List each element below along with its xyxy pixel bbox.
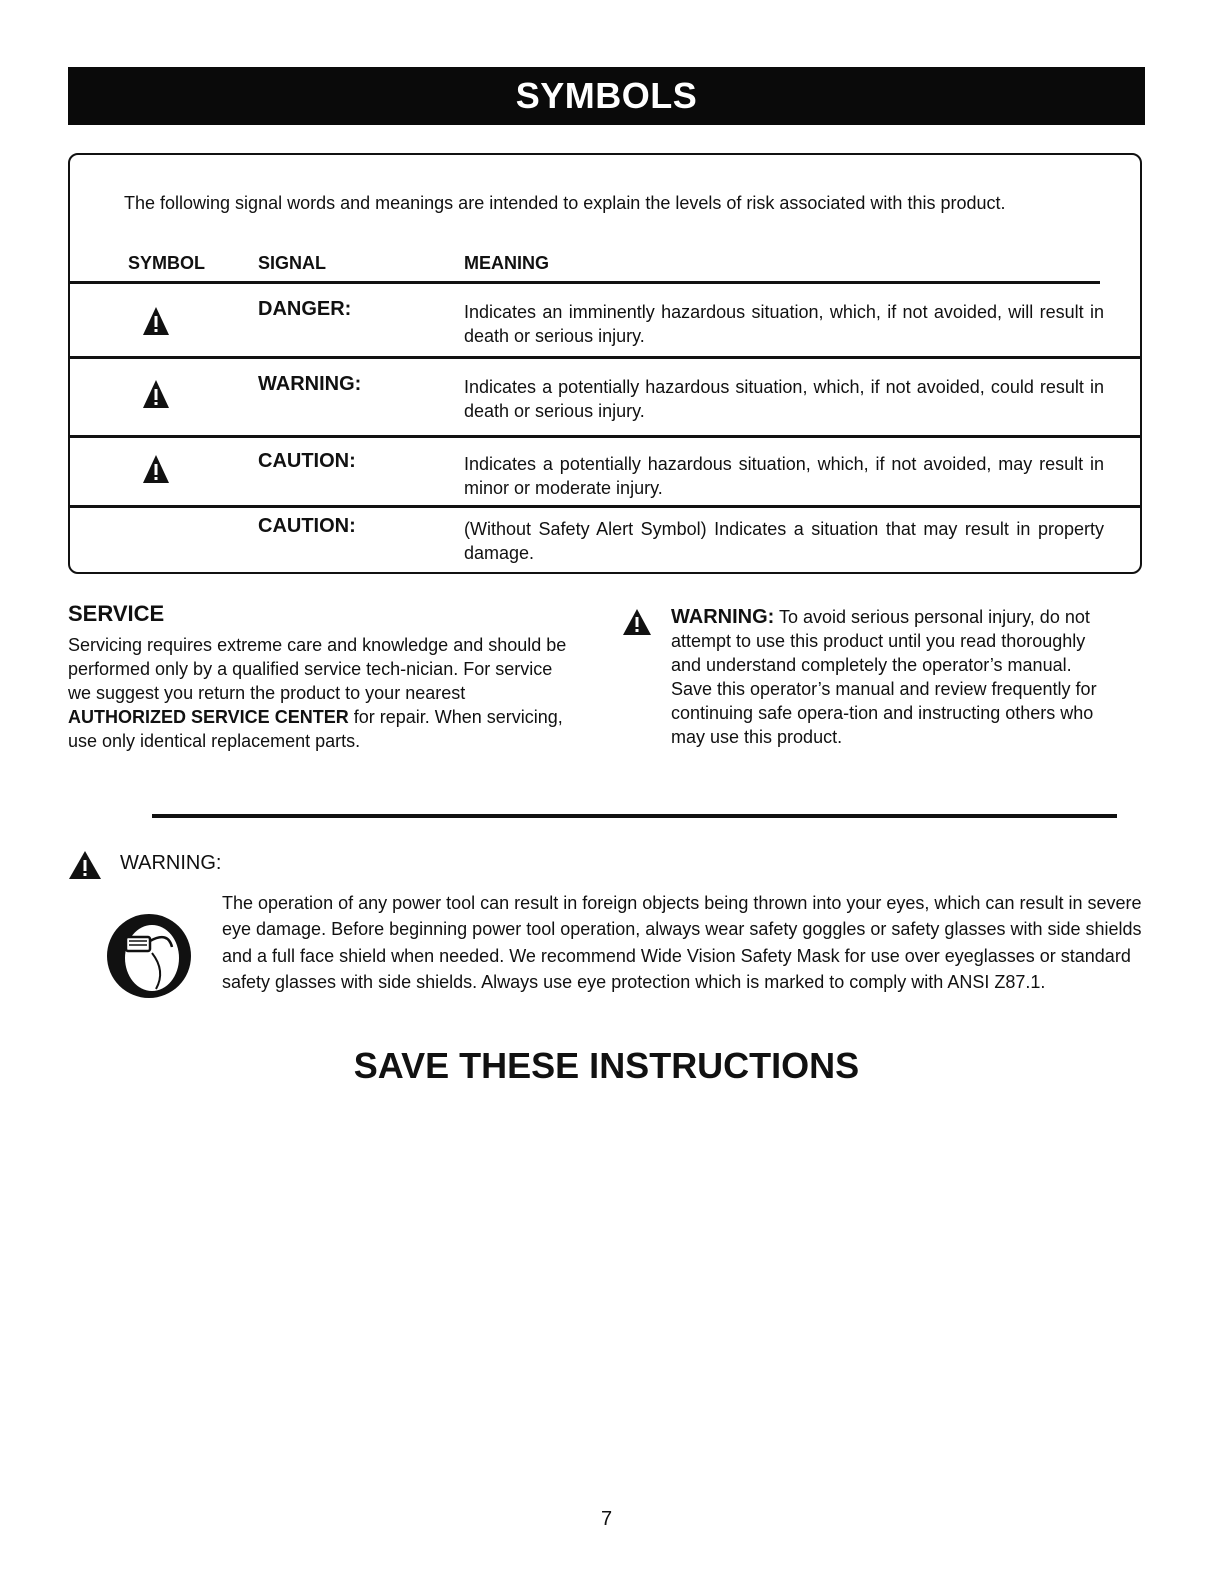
manual-warning bbox=[671, 605, 1111, 749]
symbol-row-warning bbox=[70, 359, 1140, 438]
section-divider bbox=[152, 814, 1117, 818]
symbol-row-caution bbox=[70, 438, 1140, 508]
service-heading: SERVICE bbox=[68, 601, 165, 626]
service-text-end: for repair. When servicing, use only identical replacement parts. bbox=[68, 707, 563, 751]
symbol-row-danger bbox=[70, 284, 1140, 359]
eye-warning-text: The operation of any power tool can result in foreign objects being thrown into your eyes, which can result in severe eye damage. Before beginning power tool operation, always wear safety goggles or safety glasses with side shields and a full face shield when needed. We recommend Wide Vision Safety Mask for use over eyeglasses or standard safety glasses with side shields. Always use eye protection which is marked to comply with ANSI Z87.1. bbox=[222, 893, 1142, 993]
manual-warning-label: WARNING: bbox=[671, 606, 775, 628]
signal-word: DANGER: bbox=[258, 298, 352, 320]
safety-alert-icon bbox=[142, 454, 170, 484]
signal-word: WARNING: bbox=[258, 373, 362, 395]
service-center-emphasis: AUTHORIZED SERVICE CENTER bbox=[68, 707, 349, 727]
symbols-table bbox=[68, 153, 1142, 574]
signal-meaning: Indicates a potentially hazardous situation, which, if not avoided, may result in minor or moderate injury. bbox=[464, 454, 1104, 498]
safety-goggles-icon bbox=[106, 913, 192, 999]
eye-warning-label: WARNING: bbox=[120, 852, 222, 874]
page-number: 7 bbox=[600, 1508, 613, 1530]
symbol-row-caution-no-symbol bbox=[70, 508, 1140, 574]
signal-word: CAUTION: bbox=[258, 515, 356, 537]
save-instructions-heading: SAVE THESE INSTRUCTIONS bbox=[353, 1045, 860, 1086]
safety-alert-icon bbox=[142, 306, 170, 336]
banner-title: SYMBOLS bbox=[515, 75, 698, 116]
service-paragraph bbox=[68, 633, 578, 753]
column-header-meaning: MEANING bbox=[464, 253, 549, 273]
section-banner bbox=[68, 67, 1145, 125]
service-text-start: Servicing requires extreme care and knowledge and should be performed only by a qualified service tech-nician. For service we suggest you return the product to your nearest bbox=[68, 635, 567, 703]
safety-alert-icon bbox=[622, 608, 652, 636]
signal-meaning: (Without Safety Alert Symbol) Indicates a situation that may result in property damage. bbox=[464, 519, 1104, 563]
column-header-signal: SIGNAL bbox=[258, 253, 327, 273]
safety-alert-icon bbox=[68, 850, 102, 880]
signal-meaning: Indicates a potentially hazardous situation, which, if not avoided, could result in death or serious injury. bbox=[464, 377, 1104, 421]
column-header-symbol: SYMBOL bbox=[128, 253, 206, 273]
signal-meaning: Indicates an imminently hazardous situation, which, if not avoided, will result in death or serious injury. bbox=[464, 302, 1104, 346]
symbols-intro: The following signal words and meanings are intended to explain the levels of risk associated with this product. bbox=[124, 193, 1006, 213]
manual-warning-text: To avoid serious personal injury, do not attempt to use this product until you read thoroughly and understand completely the operator’s manual. Save this operator’s manual and review frequently for continuing safe opera-tion and instructing others who may use this product. bbox=[671, 607, 1097, 747]
safety-alert-icon bbox=[142, 379, 170, 409]
signal-word: CAUTION: bbox=[258, 450, 356, 472]
